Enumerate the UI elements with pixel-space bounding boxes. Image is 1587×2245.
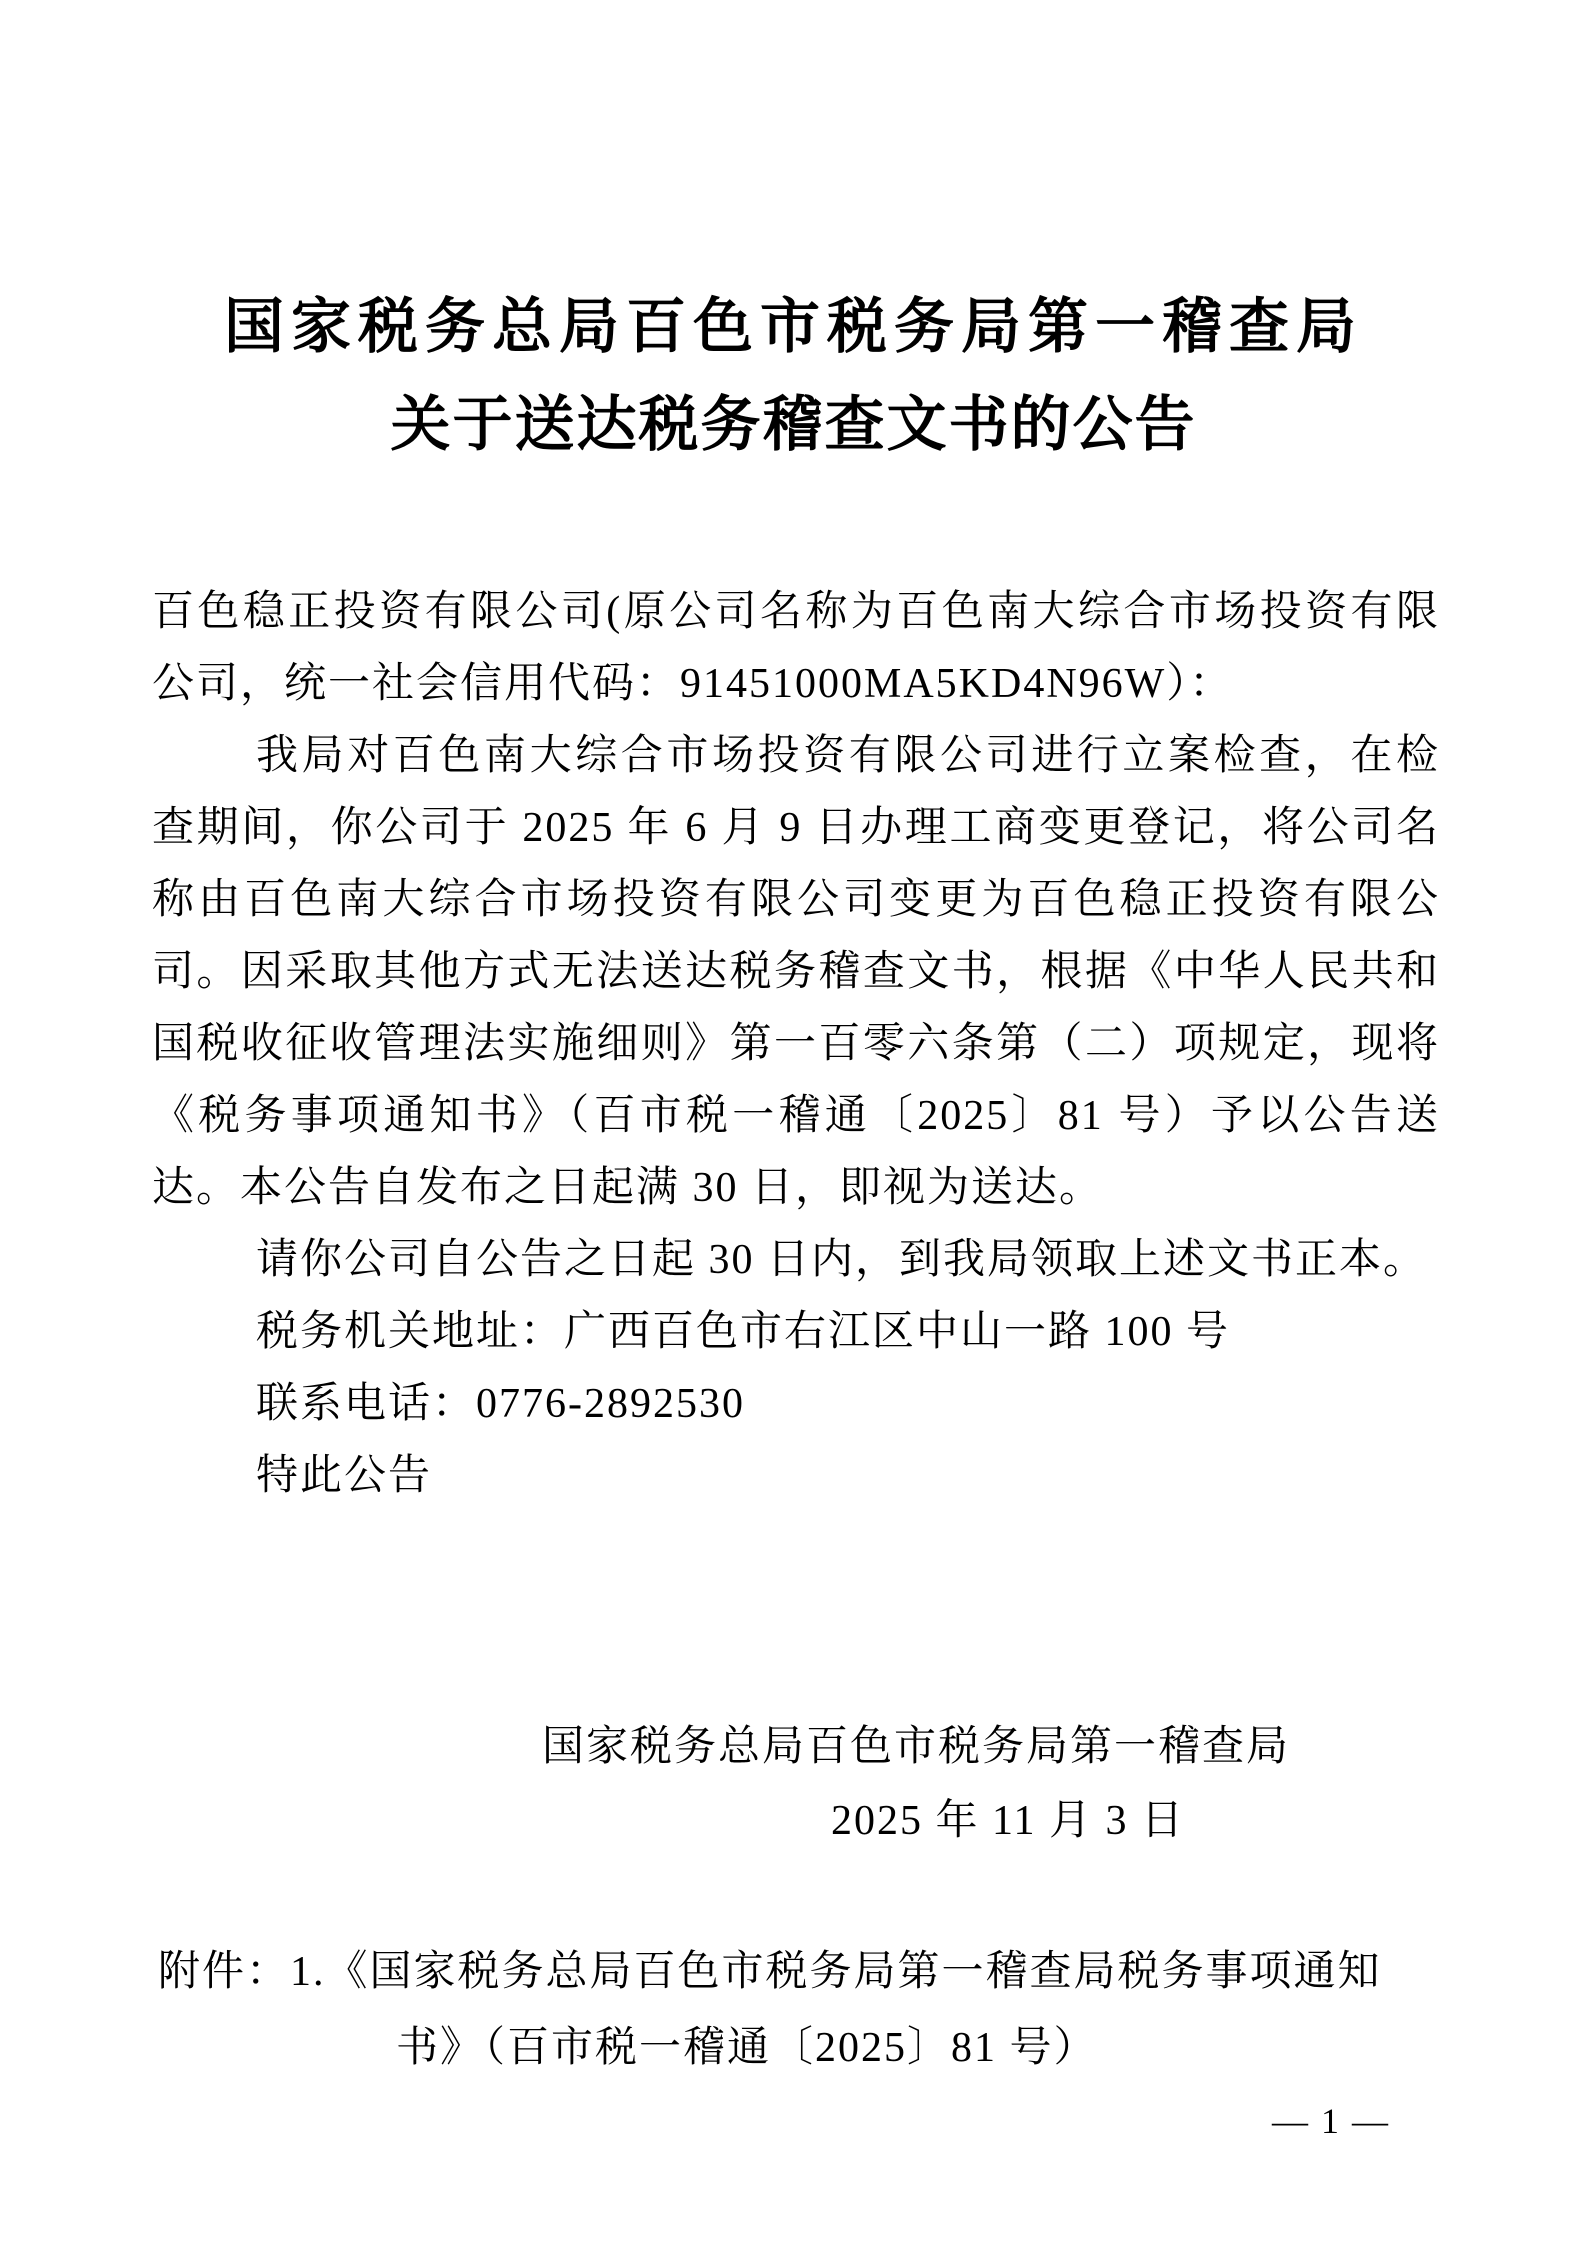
page-number: — 1 — (1272, 2101, 1390, 2141)
document-body (152, 576, 1440, 1512)
document-title (0, 0, 1587, 474)
attachment-line-2: 书》（百市税一稽通〔2025〕81 号） (396, 2025, 1098, 2071)
paragraph-contact-phone: 联系电话：0776-2892530 (256, 1381, 745, 1427)
signature-block (0, 1710, 1587, 1858)
document-title-line-1: 国家税务总局百色市税务局第一稽查局 (224, 294, 1363, 360)
paragraph-office-address: 税务机关地址：广西百色市右江区中山一路 100 号 (256, 1309, 1231, 1355)
paragraph-case-description: 我局对百色南大综合市场投资有限公司进行立案检查，在检查期间，你公司于 2025 年 6 月 9 日办理工商变更登记，将公司名称由百色南大综合市场投资有限公司变更为百色稳正投资有限公司。因采取其他方式无法送达税务稽查文书，根据《中华人民共和国税收征收管理法实施细则》第一百零六条第（二）项规定，现将《税务事项通知书》（百市税一稽通〔2025〕81 号）予以公告送达。本公告自发布之日起满 30 日，即视为送达。 (152, 733, 1440, 1211)
signature-date: 2025 年 11 月 3 日 (831, 1798, 1185, 1844)
signature-organization: 国家税务总局百色市税务局第一稽查局 (541, 1724, 1290, 1770)
attachment-block (158, 1934, 1440, 2086)
attachment-line-1: 附件：1.《国家税务总局百色市税务局第一稽查局税务事项通知 (158, 1949, 1382, 1995)
paragraph-hereby-announced: 特此公告 (256, 1453, 433, 1499)
paragraph-addressee: 百色稳正投资有限公司(原公司名称为百色南大综合市场投资有限公司，统一社会信用代码：91451000MA5KD4N96W）： (152, 589, 1440, 707)
document-title-line-2: 关于送达税务稽查文书的公告 (390, 392, 1197, 458)
paragraph-collection-notice: 请你公司自公告之日起 30 日内，到我局领取上述文书正本。 (256, 1237, 1428, 1283)
